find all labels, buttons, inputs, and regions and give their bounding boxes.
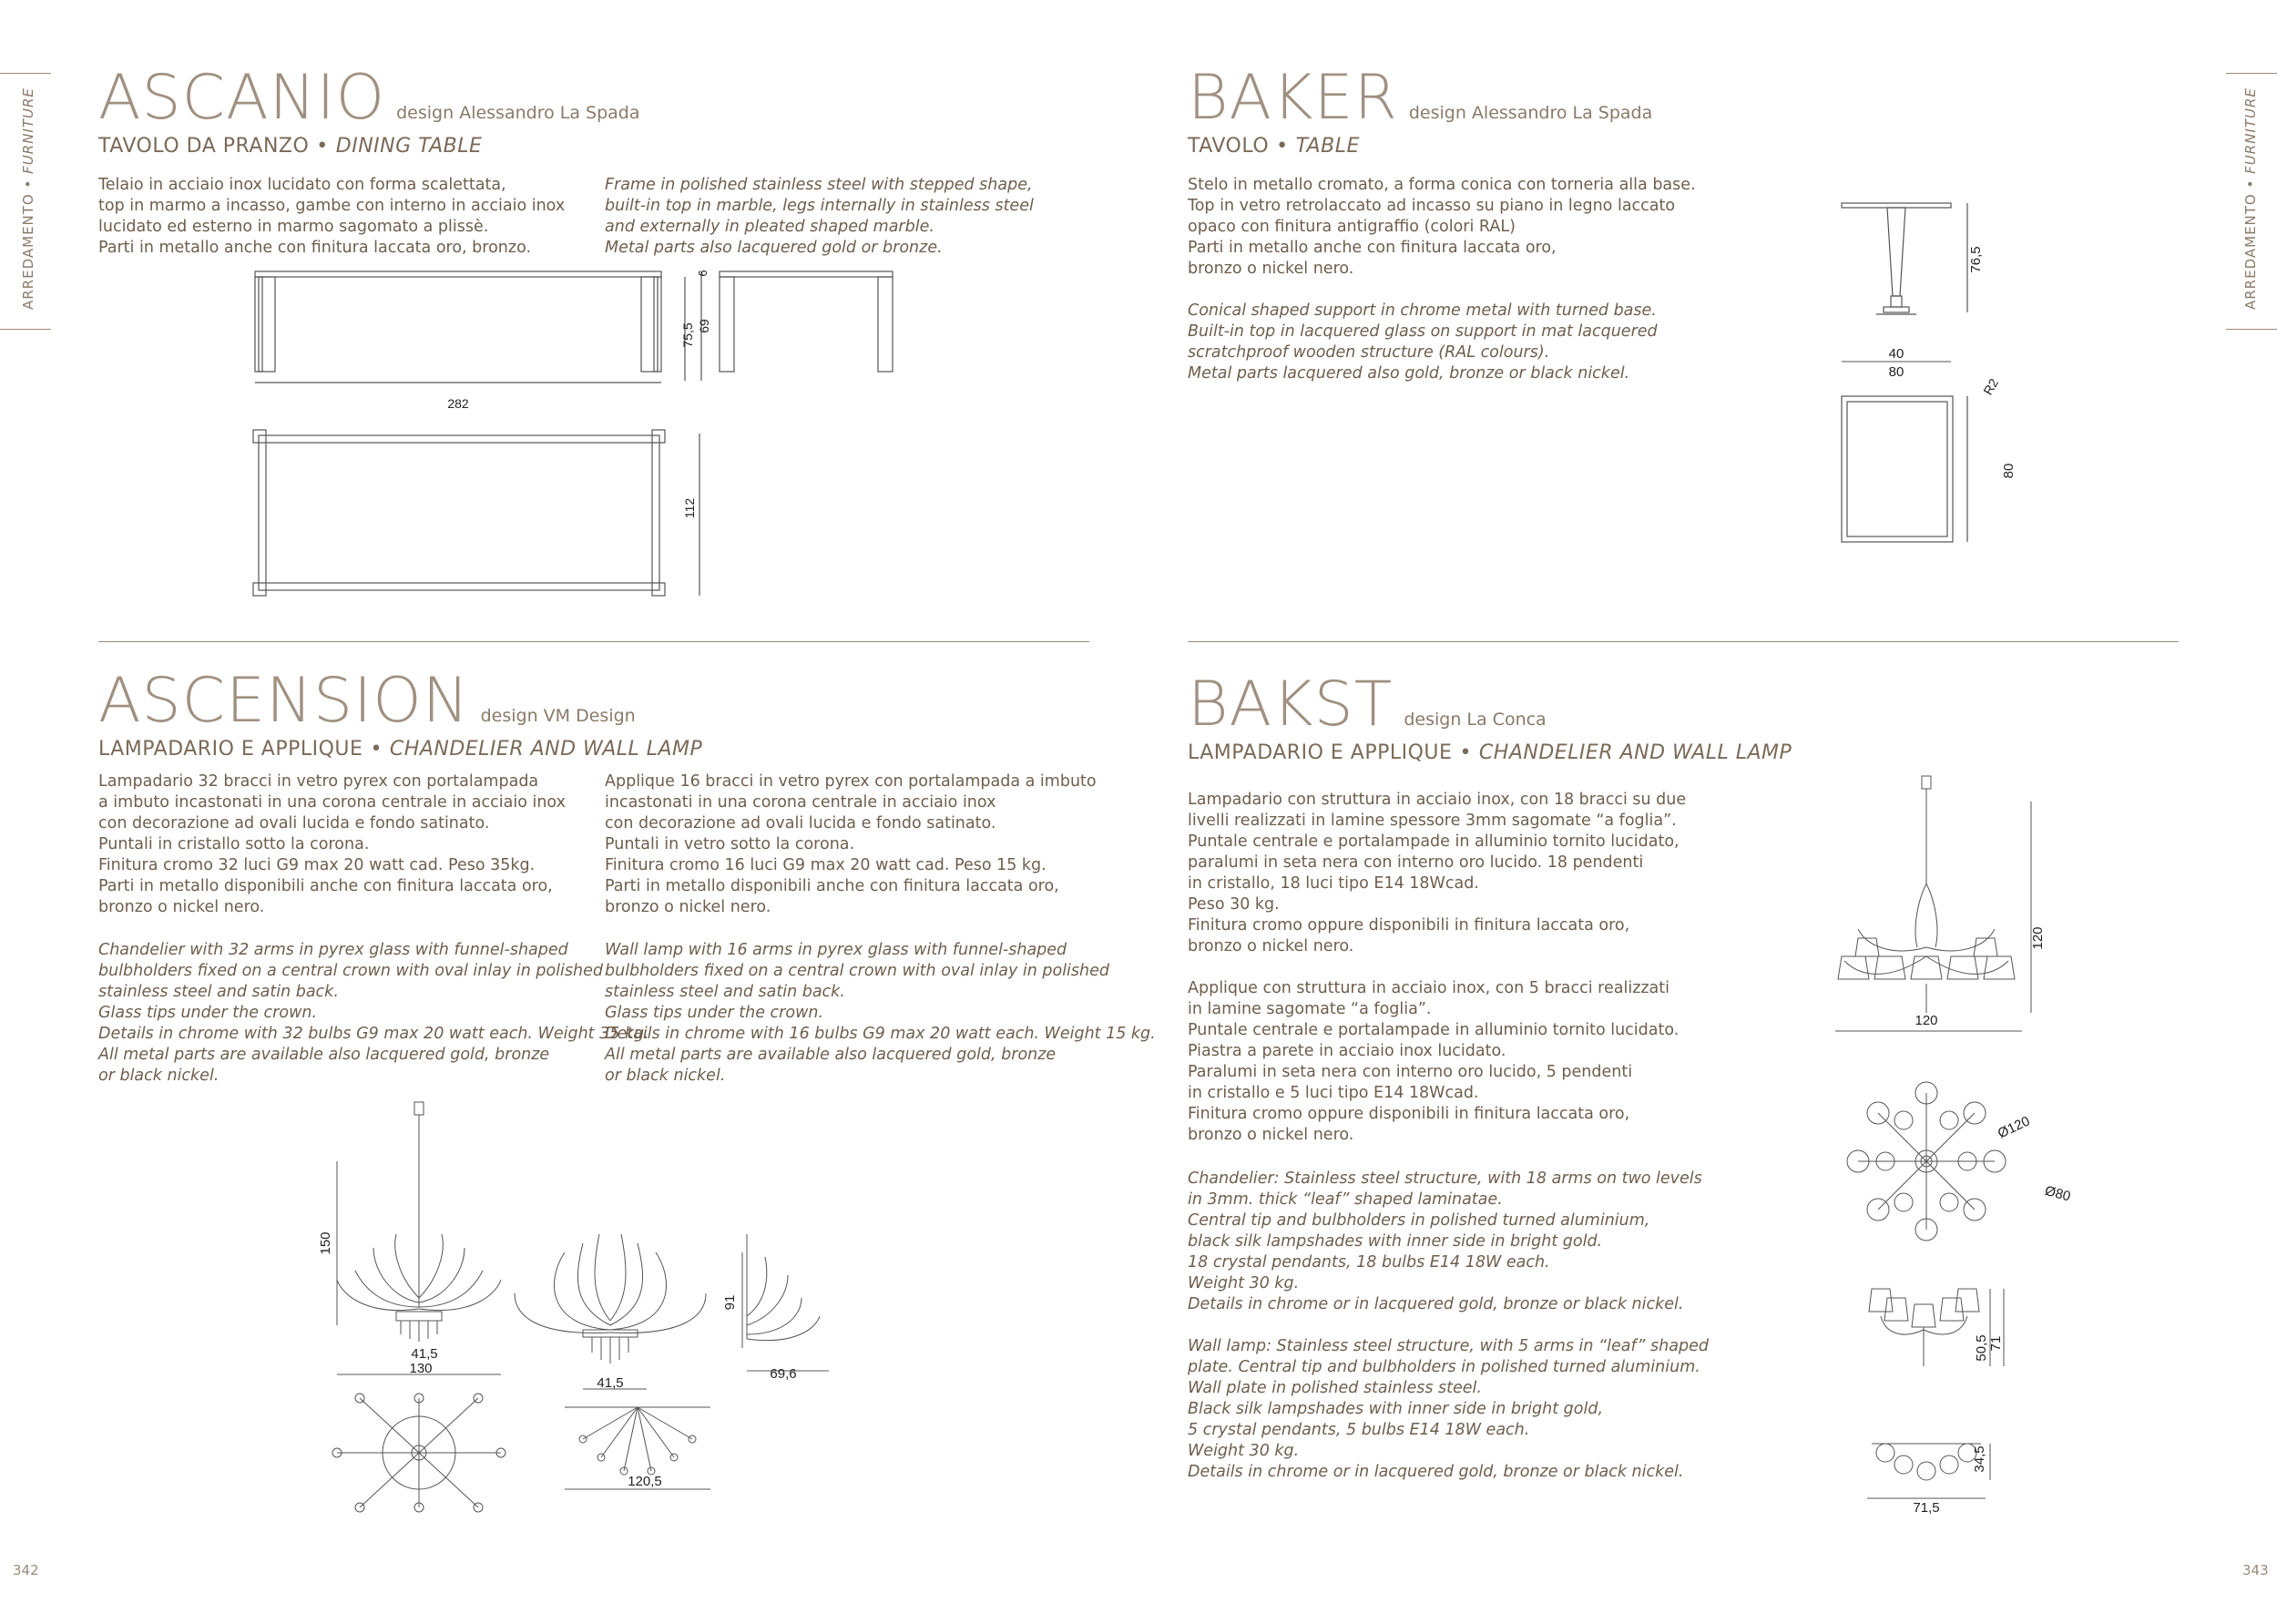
- baker-dim-radius: R2: [1980, 375, 2002, 398]
- ascanio-dim-depth: 112: [682, 497, 697, 519]
- bakst-dim-width: 120: [1915, 1013, 1938, 1028]
- ascanio-title: ASCANIO: [98, 62, 386, 134]
- ascanio-top-view: [253, 430, 699, 596]
- ascension-text-it-wall: Applique 16 bracci in vetro pyrex con portalampada a imbuto incastonati in una corona centrale in acciaio inox con decorazione ad ovali lucida e fondo satinato. Puntali in vetro sotto la corona. Finitura cromo 16 luci G9 max 20 watt cad. Peso 15 kg. Parti in metallo disponibili anche con finitura laccata oro, bronzo o nickel nero.: [605, 772, 1097, 916]
- ascanio-front-view: [255, 271, 893, 383]
- baker-designer: design Alessandro La Spada: [1408, 103, 1653, 123]
- baker-text-en: Conical shaped support in chrome metal with turned base. Built-in top in lacquered glass on support in mat lacquered scratchproof wooden structure (RAL colours). Metal parts lacquered also gold, bronze or black nickel.: [1188, 301, 1658, 383]
- baker-top-view: [1842, 396, 1967, 542]
- baker-title: BAKER: [1188, 62, 1398, 134]
- bakst-dim-d2: Ø80: [2043, 1182, 2073, 1205]
- bakst-dim-d1: Ø120: [1995, 1113, 2033, 1142]
- ascension-dim-wall-depth: 69,6: [770, 1366, 797, 1382]
- ascension-wall-front: [515, 1234, 706, 1389]
- bakst-dim-height: 120: [2030, 926, 2046, 950]
- ascension-text-en-wall: Wall lamp with 16 arms in pyrex glass with funnel-shaped bulbholders fixed on a central crown with oval inlay in polished stainless steel and satin back. Glass tips under the crown. Details in chrome with 16 bulbs G9 max 20 watt each. Weight 15 kg. All metal parts are available also lacquered gold, bronze or black nickel.: [605, 941, 1156, 1085]
- baker-dim-height: 76,5: [1968, 246, 1984, 273]
- ascension-header: [98, 665, 703, 761]
- ascension-dim-crown: 41,5: [411, 1346, 438, 1362]
- bakst-dim-wall-h1: 50,5: [1974, 1334, 1989, 1362]
- left-side-label: ARREDAMENTO • FURNITURE: [20, 87, 36, 310]
- ascension-subtitle: LAMPADARIO E APPLIQUE • CHANDELIER AND WALL LAMP: [98, 738, 703, 761]
- ascension-title: ASCENSION: [98, 665, 470, 737]
- ascension-designer: design VM Design: [480, 706, 636, 726]
- ascension-dim-wall-h: 91: [722, 1294, 738, 1311]
- page-number-right: 343: [2242, 1562, 2269, 1578]
- ascension-wall-side: [742, 1234, 829, 1371]
- bakst-dim-wall-h2: 71: [1988, 1335, 2004, 1352]
- right-side-label: ARREDAMENTO • FURNITURE: [2242, 87, 2259, 310]
- ascension-dim-wall-width: 120,5: [628, 1474, 662, 1489]
- baker-dim-top: 80: [1888, 364, 1904, 380]
- bakst-chandelier-top: [1847, 1082, 2006, 1241]
- ascanio-designer: design Alessandro La Spada: [396, 103, 640, 123]
- baker-text-it: Stelo in metallo cromato, a forma conica con torneria alla base. Top in vetro retrolaccato ad incasso su piano in legno laccato opaco con finitura antigraffio (colori RAL) Parti in metallo anche con finitura laccata oro, bronzo o nickel nero.: [1188, 176, 1696, 278]
- ascension-text-en-chandelier: Chandelier with 32 arms in pyrex glass with funnel-shaped bulbholders fixed on a central crown with oval inlay in polished stainless steel and satin back. Glass tips under the crown. Details in chrome with 32 bulbs G9 max 20 watt each. Weight 35 kg. All metal parts are available also lacquered gold, bronze or black nickel.: [98, 941, 649, 1085]
- ascension-text-it-chandelier: Lampadario 32 bracci in vetro pyrex con portalampada a imbuto incastonati in una corona centrale in acciaio inox con decorazione ad ovali lucida e fondo satinato. Puntali in cristallo sotto la corona. Finitura cromo 32 luci G9 max 20 watt cad. Peso 35kg. Parti in metallo disponibili anche con finitura laccata oro, bronzo o nickel nero.: [98, 772, 566, 916]
- ascanio-dim-h2: 69: [697, 319, 711, 333]
- left-divider: [98, 641, 1089, 642]
- bakst-drawing: [1831, 774, 2077, 1521]
- ascanio-subtitle: TAVOLO DA PRANZO • DINING TABLE: [98, 135, 483, 158]
- ascanio-dim-length: 282: [447, 396, 469, 411]
- ascanio-dim-top: 6: [696, 270, 710, 277]
- baker-drawing: [1831, 196, 2040, 556]
- bakst-dim-wall-depth: 34,5: [1972, 1445, 1987, 1473]
- baker-dim-side: 80: [2001, 463, 2017, 479]
- ascanio-dim-h1: 75,5: [680, 322, 695, 348]
- bakst-chandelier-front: [1835, 776, 2031, 1031]
- ascanio-header: [98, 62, 640, 158]
- bakst-designer: design La Conca: [1404, 710, 1547, 730]
- ascanio-text-it: Telaio in acciaio inox lucidato con forma scalettata, top in marmo a incasso, gambe con interno in acciaio inox lucidato ed esterno in marmo sagomato a plissè. Parti in metallo anche con finitura laccata oro, bronzo.: [98, 176, 566, 257]
- ascanio-text-en: Frame in polished stainless steel with stepped shape, built-in top in marble, legs internally in stainless steel and externally in pleated shaped marble. Metal parts also lacquered gold or bronze.: [605, 176, 1034, 257]
- page-number-left: 342: [13, 1562, 39, 1578]
- baker-side-view: [1842, 203, 1967, 314]
- baker-header: [1188, 62, 1653, 158]
- bakst-header: [1188, 669, 1792, 764]
- ascension-chandelier-front: [337, 1102, 501, 1374]
- bakst-text-it: Lampadario con struttura in acciaio inox, con 18 bracci su due livelli realizzati in lamine spessore 3mm sagomate “a foglia”. Puntale centrale e portalampade in alluminio tornito lucidato, paralumi in seta nera con interno oro lucido. 18 pendenti in cristallo, 18 luci tipo E14 18Wcad. Peso 30 kg. Finitura cromo oppure disponibili in finitura laccata oro, bronzo o nickel nero. Applique con struttura in acciaio inox, con 5 bracci realizzati in lamine sagomate “a foglia”. Puntale centrale e portalampade in alluminio tornito lucidato. Piastra a parete in acciaio inox lucidato. Paralumi in seta nera con interno oro lucido, 5 pendenti in cristallo e 5 luci tipo E14 18Wcad. Finitura cromo oppure disponibili in finitura laccata oro, bronzo o nickel nero.: [1188, 791, 1687, 1144]
- bakst-title: BAKST: [1188, 669, 1394, 741]
- ascension-dim-width: 130: [409, 1361, 433, 1376]
- baker-dim-base: 40: [1888, 346, 1904, 362]
- ascension-dim-height: 150: [318, 1231, 333, 1255]
- ascension-dim-wall-crown: 41,5: [597, 1375, 624, 1391]
- right-divider: [1188, 641, 2179, 642]
- baker-subtitle: TAVOLO • TABLE: [1188, 135, 1360, 158]
- bakst-subtitle: LAMPADARIO E APPLIQUE • CHANDELIER AND WALL LAMP: [1188, 741, 1792, 764]
- ascension-chandelier-top: [332, 1394, 505, 1512]
- ascension-drawing: [310, 1098, 856, 1544]
- bakst-text-en: Chandelier: Stainless steel structure, with 18 arms on two levels in 3mm. thick “leaf” shaped laminatae. Central tip and bulbholders in polished turned aluminium, black silk lampshades with inner side in bright gold. 18 crystal pendants, 18 bulbs E14 18W each. Weight 30 kg. Details in chrome or in lacquered gold, bronze or black nickel. Wall lamp: Stainless steel structure, with 5 arms in “leaf” shaped plate. Central tip and bulbholders in polished turned aluminium. Wall plate in polished stainless steel. Black silk lampshades with inner side in bright gold, 5 crystal pendants, 5 bulbs E14 18W each. Weight 30 kg. Details in chrome or in lacquered gold, bronze or black nickel.: [1188, 1169, 1709, 1481]
- ascanio-drawing: [246, 264, 920, 610]
- bakst-dim-wall-width: 71,5: [1913, 1500, 1940, 1516]
